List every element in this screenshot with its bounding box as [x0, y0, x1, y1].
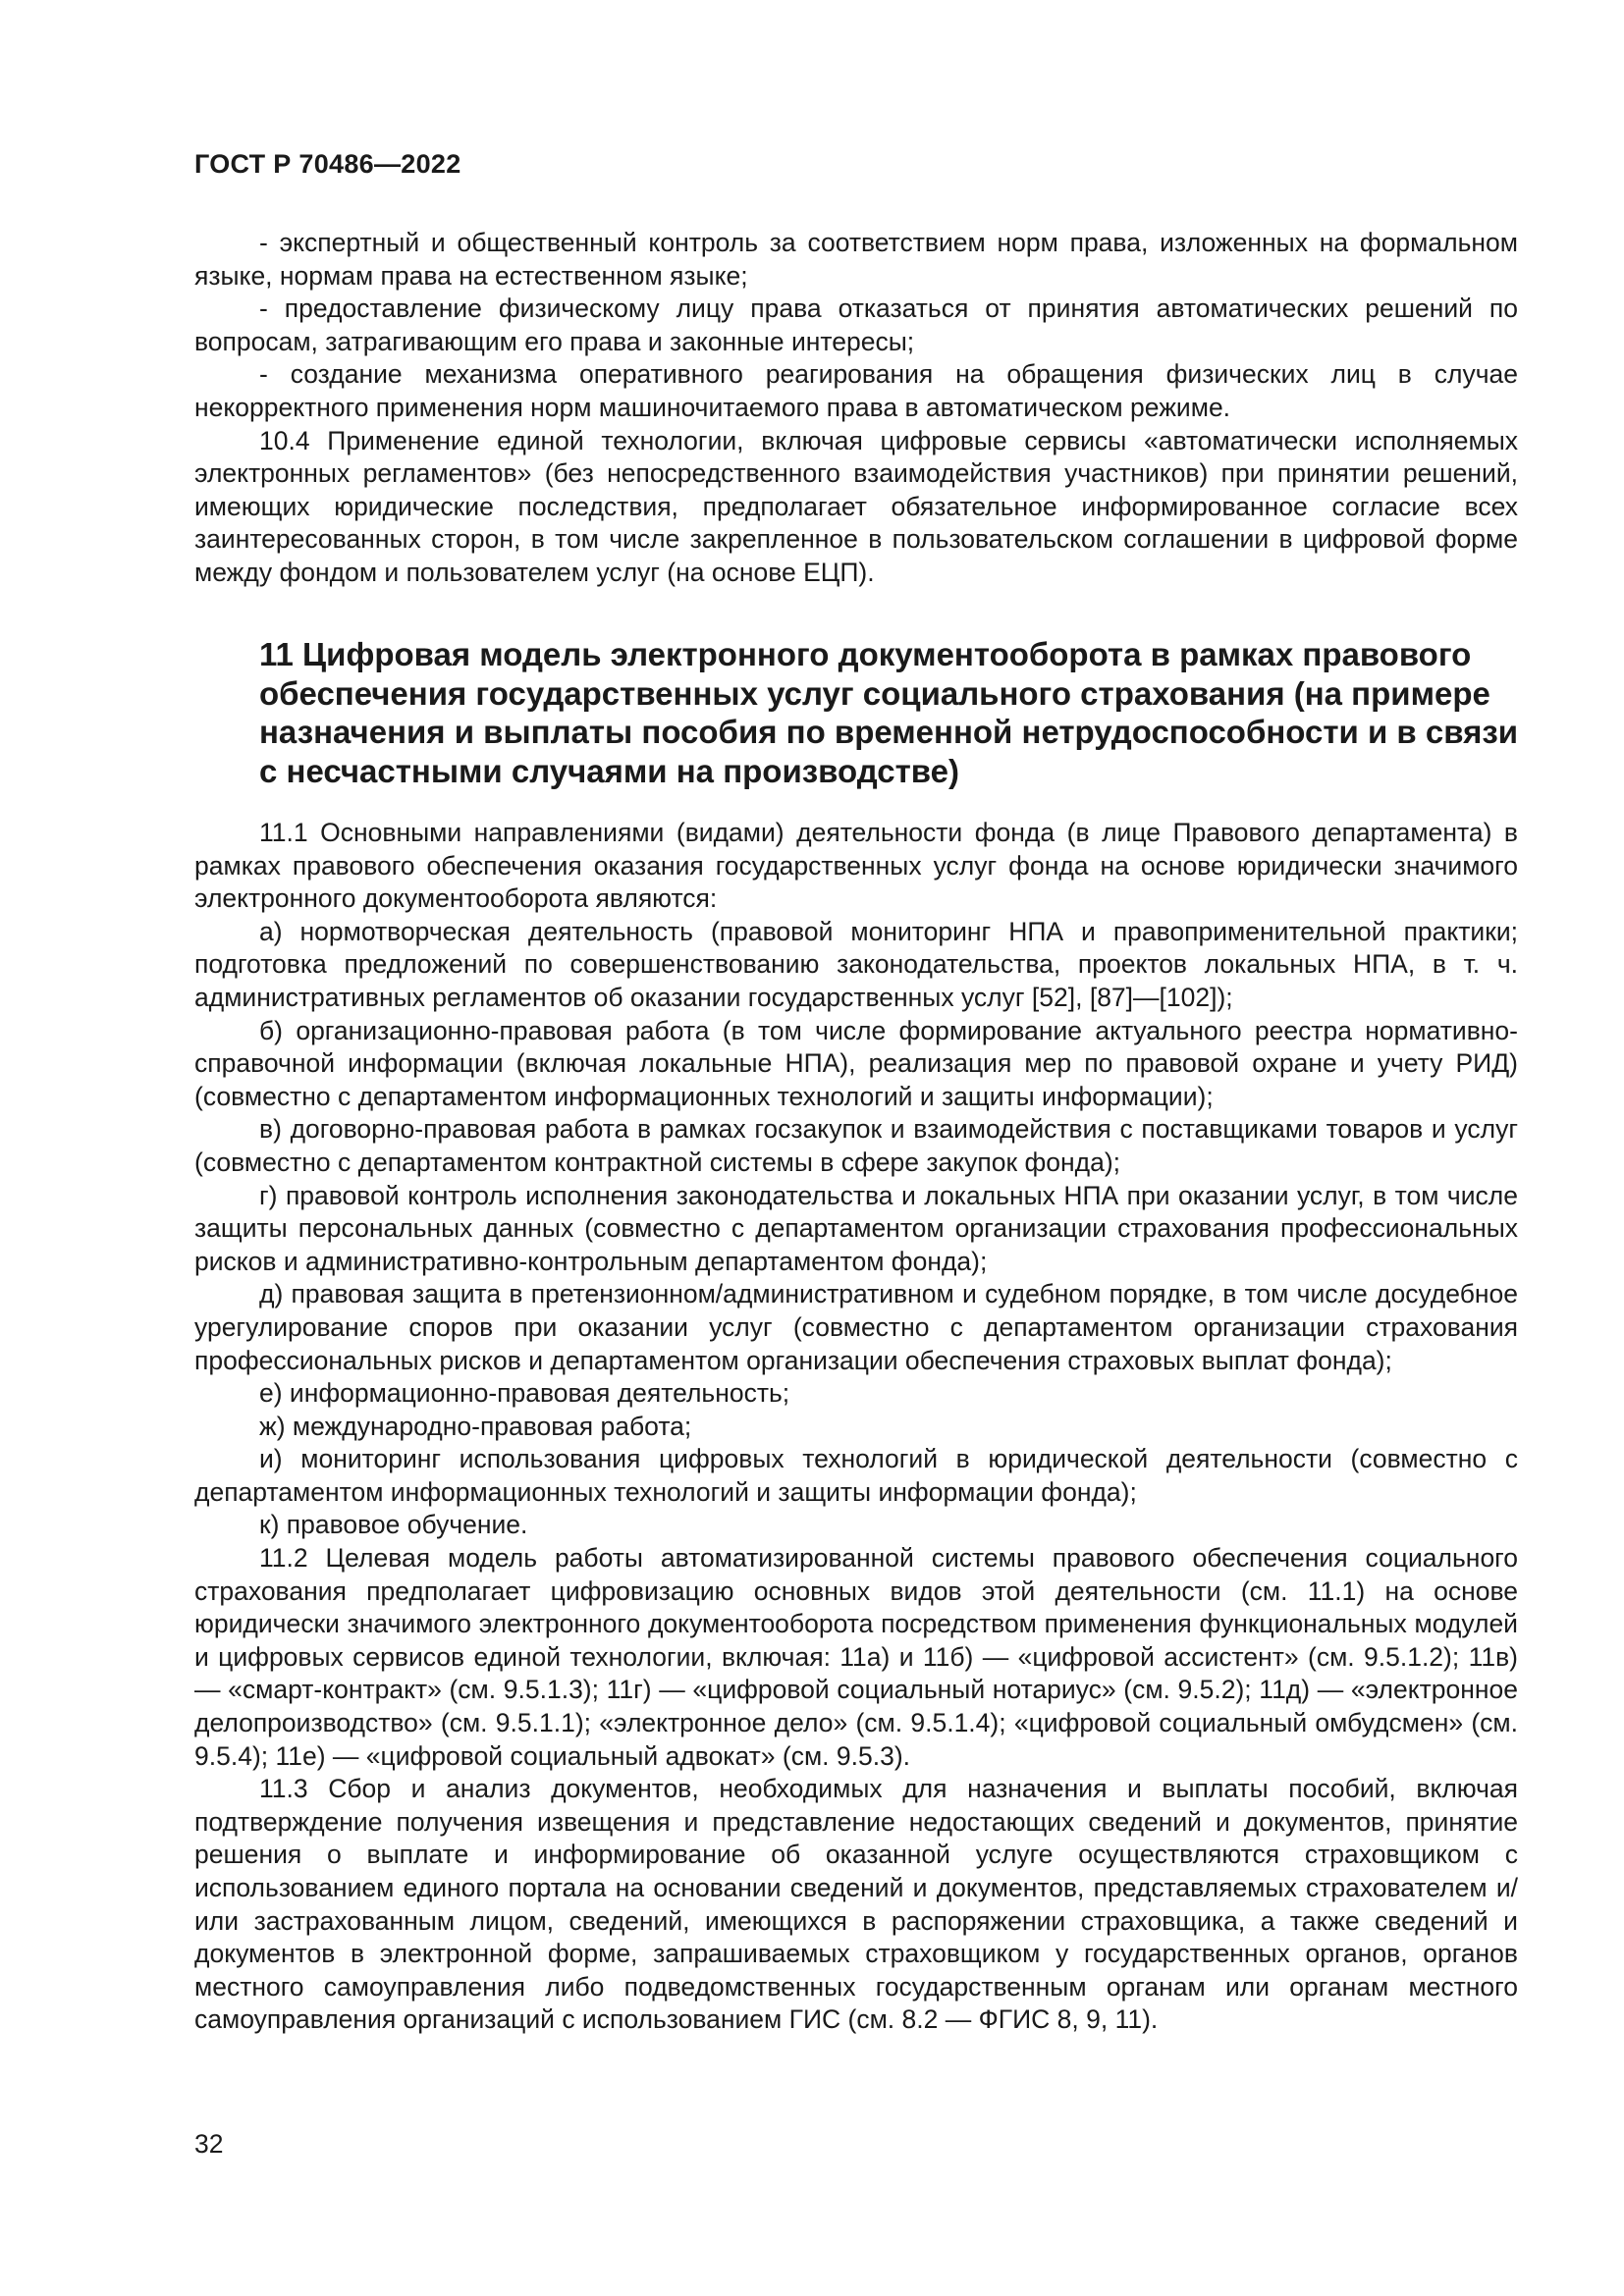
section-text-block: [194, 817, 1518, 2037]
list-item: б) организационно-правовая работа (в том числе формирование актуального реестра нормативно-справочной информации (включая локальные НПА), реализация мер по правовой охране и учету РИД) (совместно с департаментом информационных технологий и защиты информации);: [194, 1015, 1518, 1111]
document-header: ГОСТ Р 70486—2022: [194, 149, 461, 179]
section-heading: 11 Цифровая модель электронного документооборота в рамках правового обеспечения государственных услуг социального страхования (на примере назначения и выплаты пособия по временной нетрудоспособности и в связи с несчастными случаями на производстве): [259, 636, 1519, 789]
list-item: ж) международно-правовая работа;: [259, 1411, 692, 1441]
list-item: е) информационно-правовая деятельность;: [259, 1378, 790, 1409]
list-item: и) мониторинг использования цифровых технологий в юридической деятельности (совместно с департаментом информационных технологий и защиты информации фонда);: [194, 1444, 1518, 1507]
list-item: в) договорно-правовая работа в рамках госзакупок и взаимодействия с поставщиками товаров и услуг (совместно с департаментом контрактной системы в сфере закупок фонда);: [194, 1114, 1518, 1177]
paragraph: - предоставление физическому лицу права отказаться от принятия автоматических решений по вопросам, затрагивающим его права и законные интересы;: [194, 294, 1518, 356]
list-item: г) правовой контроль исполнения законодательства и локальных НПА при оказании услуг, в том числе защиты персональных данных (совместно с департаментом организации страхования профессиональных рисков и административно-контрольным департаментом фонда);: [194, 1180, 1518, 1276]
list-item: д) правовая защита в претензионном/административном и судебном порядке, в том числе досудебное урегулирование споров при оказании услуг (совместно с департаментом организации страхования профессиональных рисков и департаментом организации обеспечения страховых выплат фонда);: [194, 1279, 1518, 1375]
paragraph: 11.3 Сбор и анализ документов, необходимых для назначения и выплаты пособий, включая подтверждение получения извещения и представление недостающих сведений и документов, принятие решения о выплате и информирование об оказанной услуге осуществляются страховщиком с использованием единого портала на основании сведений и документов, представляемых страхователем и/или застрахованным лицом, сведений, имеющихся в распоряжении страховщика, а также сведений и документов в электронной форме, запрашиваемых страховщиком у государственных органов, органов местного самоуправления либо подведомственных государственным органам или органам местного самоуправления организаций с использованием ГИС (см. 8.2 — ФГИС 8, 9, 11).: [194, 1774, 1518, 2035]
intro-text-block: [194, 227, 1518, 590]
paragraph: 11.2 Целевая модель работы автоматизированной системы правового обеспечения социального страхования предполагает цифровизацию основных видов этой деятельности (см. 11.1) на основе юридически значимого электронного документооборота посредством применения функциональных модулей и цифровых сервисов единой технологии, включая: 11а) и 11б) — «цифровой ассистент» (см. 9.5.1.2); 11в) — «смарт-контракт» (см. 9.5.1.3); 11г) — «цифровой социальный нотариус» (см. 9.5.2); 11д) — «электронное делопроизводство» (см. 9.5.1.1); «электронное дело» (см. 9.5.1.4); «цифровой социальный омбудсмен» (см. 9.5.4); 11е) — «цифровой социальный адвокат» (см. 9.5.3).: [194, 1543, 1518, 1771]
paragraph: - создание механизма оперативного реагирования на обращения физических лиц в случае некорректного применения норм машиночитаемого права в автоматическом режиме.: [194, 359, 1518, 422]
paragraph: 11.1 Основными направлениями (видами) деятельности фонда (в лице Правового департамента) в рамках правового обеспечения оказания государственных услуг фонда на основе юридически значимого электронного документооборота являются:: [194, 818, 1518, 914]
paragraph: - экспертный и общественный контроль за соответствием норм права, изложенных на формальном языке, нормам права на естественном языке;: [194, 228, 1518, 291]
paragraph: 10.4 Применение единой технологии, включая цифровые сервисы «автоматически исполняемых электронных регламентов» (без непосредственного взаимодействия участников) при принятии решений, имеющих юридические последствия, предполагает обязательное информированное согласие всех заинтересованных сторон, в том числе закрепленное в пользовательском соглашении в цифровой форме между фондом и пользователем услуг (на основе ЕЦП).: [194, 425, 1518, 587]
list-item: к) правовое обучение.: [259, 1510, 528, 1540]
list-item: а) нормотворческая деятельность (правовой мониторинг НПА и правоприменительной практики; подготовка предложений по совершенствованию законодательства, проектов локальных НПА, в т. ч. административных регламентов об оказании государственных услуг [52], [87]—[102]);: [194, 916, 1518, 1012]
page-number: 32: [194, 2129, 224, 2159]
